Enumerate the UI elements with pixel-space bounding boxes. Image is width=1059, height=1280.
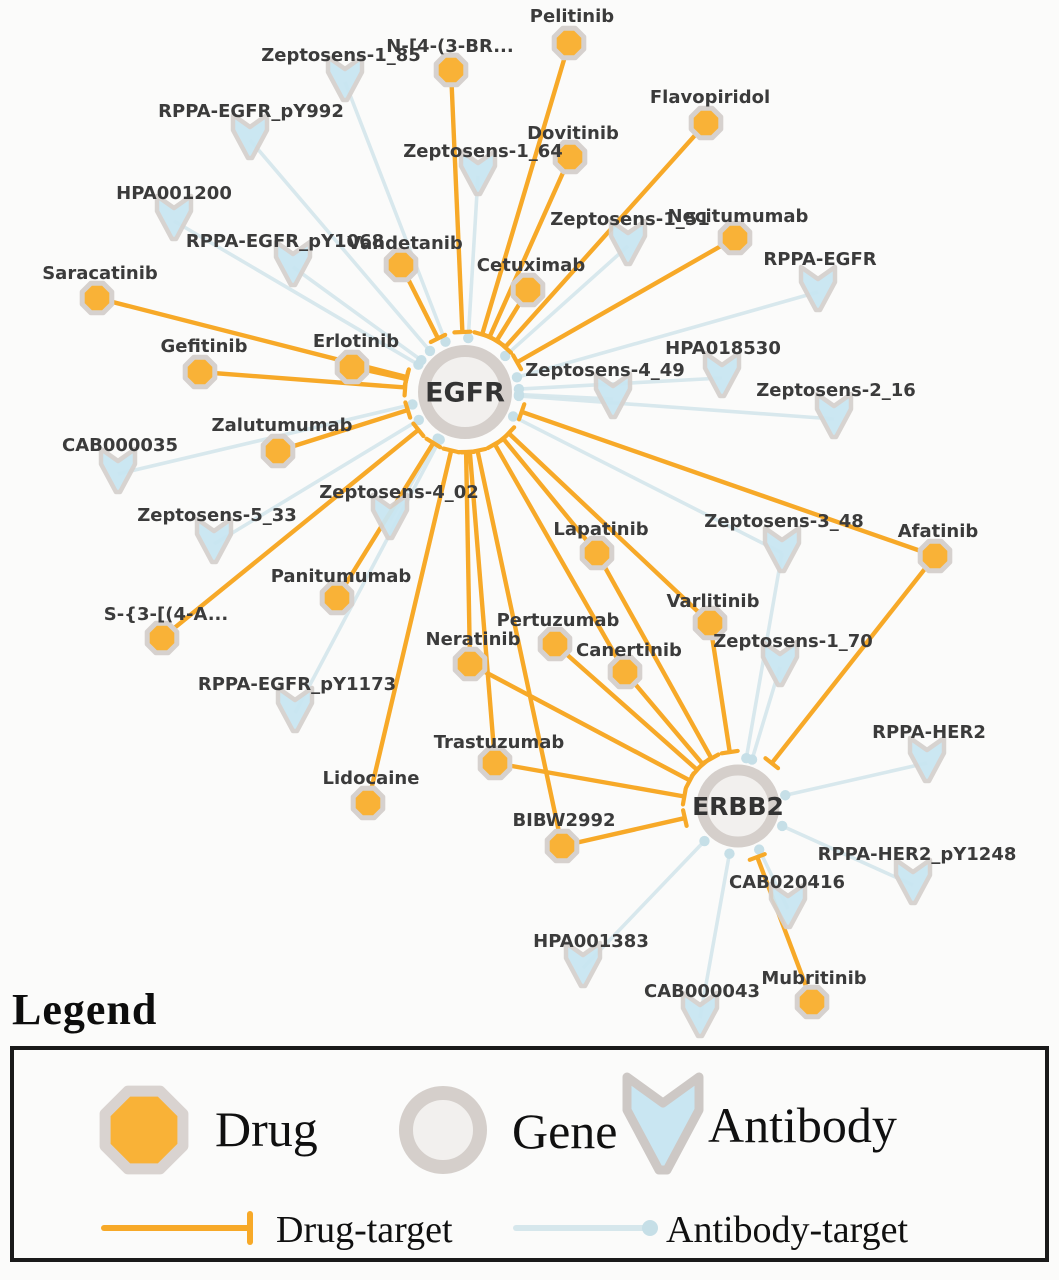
node-label-mubritinib: Mubritinib [761, 968, 867, 989]
t-bar [683, 810, 687, 826]
drug-node-lapatinib [582, 538, 612, 568]
drug-node-neratinib [455, 649, 485, 679]
legend-title: Legend [12, 985, 158, 1034]
node-label-trastuzumab: Trastuzumab [433, 732, 565, 753]
node-label-varlitinib: Varlitinib [666, 591, 760, 612]
node-label-lapatinib: Lapatinib [553, 519, 649, 540]
drug-node-flavopiridol [691, 108, 721, 138]
edge-dot [463, 333, 473, 343]
node-label-hpa001383: HPA001383 [533, 931, 649, 952]
drug-target-edge [451, 70, 462, 332]
antibody-node-rppa_egfr [801, 267, 835, 310]
node-label-bibw2992: BIBW2992 [512, 810, 616, 831]
antibody-node-zeptosens_3_48 [765, 528, 799, 571]
node-label-rppa_her2_py1248: RPPA-HER2_pY1248 [817, 844, 1017, 865]
drug-node-cetuximab [513, 275, 543, 305]
drug-node-panitumumab [322, 583, 352, 613]
drug-node-s_3_4_a [147, 623, 177, 653]
node-label-cetuximab: Cetuximab [476, 255, 586, 276]
node-label-vandetanib: Vandetanib [347, 233, 463, 254]
t-bar [454, 332, 470, 333]
edge-dot [425, 346, 435, 356]
node-label-flavopiridol: Flavopiridol [649, 87, 771, 108]
node-label-neratinib: Neratinib [425, 629, 521, 650]
node-label-zeptosens_4_49: Zeptosens-4_49 [525, 360, 685, 381]
antibody-target-edge [345, 82, 446, 342]
edge-dot [747, 754, 757, 764]
legend-drug-target-label: Drug-target [276, 1209, 453, 1251]
node-label-zeptosens_1_70: Zeptosens-1_70 [713, 631, 873, 652]
gene-label-egfr: EGFR [425, 377, 505, 409]
node-label-lidocaine: Lidocaine [322, 768, 420, 789]
t-bar [519, 404, 524, 419]
drug-node-erlotinib [337, 352, 367, 382]
drug-node-necitumumab [720, 223, 750, 253]
legend-drug-icon [88, 1074, 200, 1186]
node-label-zeptosens_4_02: Zeptosens-4_02 [319, 482, 479, 503]
legend-gene-icon [391, 1078, 495, 1182]
drug-node-mubritinib [797, 987, 827, 1017]
node-label-zeptosens_5_33: Zeptosens-5_33 [137, 505, 297, 526]
drug-target-edge [495, 763, 684, 797]
antibody-node-rppa_her2 [910, 738, 944, 781]
node-label-saracatinib: Saracatinib [42, 263, 158, 284]
legend-drug-label: Drug [215, 1101, 318, 1157]
edge-dot [508, 411, 518, 421]
node-label-necitumumab: Necitumumab [667, 206, 809, 227]
node-label-gefitinib: Gefitinib [160, 336, 248, 357]
legend-antibody-target-label: Antibody-target [666, 1209, 909, 1251]
drug-node-pertuzumab [540, 629, 570, 659]
edge-dot [777, 821, 787, 831]
antibody-node-hpa018530 [705, 353, 739, 396]
drug-node-gefitinib [185, 357, 215, 387]
node-label-zeptosens_2_16: Zeptosens-2_16 [756, 380, 916, 401]
legend-gene-label: Gene [512, 1103, 618, 1159]
node-label-zeptosens_1_51: Zeptosens-1_51 [550, 209, 710, 230]
t-bar [683, 789, 686, 805]
node-label-erlotinib: Erlotinib [312, 331, 400, 352]
node-label-rppa_egfr_py1068: RPPA-EGFR_pY1068 [185, 231, 385, 252]
legend-box [10, 1046, 1049, 1262]
node-label-zalutumumab: Zalutumumab [211, 415, 353, 436]
node-label-afatinib: Afatinib [897, 521, 979, 542]
drug-node-pelitinib [554, 28, 584, 58]
t-bar [405, 371, 408, 387]
node-label-hpa001200: HPA001200 [116, 183, 232, 204]
gene-label-erbb2: ERBB2 [692, 792, 784, 821]
node-label-canertinib: Canertinib [576, 640, 682, 661]
legend-antibody-label: Antibody [708, 1097, 897, 1153]
node-label-rppa_egfr_py1173: RPPA-EGFR_pY1173 [197, 674, 397, 695]
node-label-zeptosens_3_48: Zeptosens-3_48 [704, 511, 864, 532]
t-bar [722, 751, 738, 753]
node-label-cab020416: CAB020416 [728, 872, 846, 893]
drug-node-canertinib [610, 657, 640, 687]
node-label-pelitinib: Pelitinib [529, 6, 615, 27]
node-label-zeptosens_1_85: Zeptosens-1_85 [261, 45, 421, 66]
edge-dot [512, 372, 522, 382]
node-label-hpa018530: HPA018530 [665, 338, 781, 359]
legend-antibody-icon [611, 1066, 715, 1188]
legend-drug-target-icon [98, 1210, 270, 1246]
node-label-cab000043: CAB000043 [643, 981, 761, 1002]
edge-dot [724, 849, 734, 859]
node-label-rppa_her2: RPPA-HER2 [872, 722, 986, 743]
node-label-cab000035: CAB000035 [61, 435, 179, 456]
node-label-s_3_4_a: S-{3-[(4-A... [103, 604, 229, 625]
antibody-node-rppa_her2_py1248 [896, 860, 930, 903]
drug-node-n_4_3_br [436, 55, 466, 85]
t-bar [470, 449, 486, 452]
node-label-rppa_egfr_py992: RPPA-EGFR_pY992 [158, 101, 344, 122]
node-label-zeptosens_1_64: Zeptosens-1_64 [403, 141, 563, 162]
legend-antibody-target-icon [510, 1212, 666, 1244]
drug-node-zalutumumab [263, 436, 293, 466]
drug-node-afatinib [920, 541, 950, 571]
drug-node-vandetanib [386, 250, 416, 280]
t-bar [443, 449, 459, 453]
drug-node-lidocaine [353, 788, 383, 818]
node-label-panitumumab: Panitumumab [270, 566, 412, 587]
drug-target-edge [200, 372, 405, 387]
node-label-pertuzumab: Pertuzumab [496, 610, 620, 631]
node-label-n_4_3_br: N-[4-(3-BR... [386, 36, 514, 57]
drug-node-saracatinib [82, 283, 112, 313]
node-label-rppa_egfr: RPPA-EGFR [763, 249, 877, 270]
node-label-dovitinib: Dovitinib [527, 123, 619, 144]
drug-node-bibw2992 [547, 831, 577, 861]
edge-dot [699, 836, 709, 846]
edge-dot [514, 391, 524, 401]
edge-dot [416, 355, 426, 365]
antibody-target-edge [785, 763, 927, 795]
